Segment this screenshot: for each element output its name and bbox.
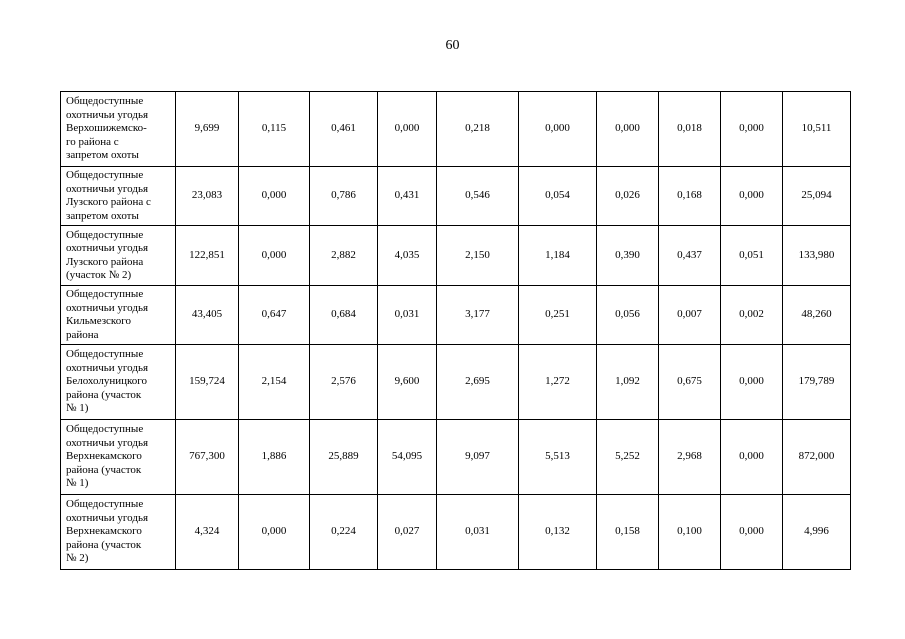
table-cell: 2,882: [310, 226, 378, 286]
data-table: [60, 91, 851, 570]
table-row: [61, 495, 851, 570]
table-cell: 0,031: [378, 286, 437, 345]
row-label-line: Белохолуницкого: [66, 375, 148, 388]
table-row: [61, 226, 851, 286]
table-cell: 1,184: [519, 226, 597, 286]
row-label-line: Общедоступные: [66, 228, 144, 241]
table-cell: 9,097: [437, 420, 519, 495]
table-cell: 25,889: [310, 420, 378, 495]
row-label: [61, 286, 176, 345]
table-cell: 0,168: [659, 167, 721, 226]
row-label-line: Общедоступные: [66, 498, 144, 511]
table-cell: 0,018: [659, 92, 721, 167]
table-cell: 1,272: [519, 345, 597, 420]
row-label: [61, 495, 176, 570]
table-cell: 0,684: [310, 286, 378, 345]
table-cell: 0,000: [721, 92, 783, 167]
table-cell: 54,095: [378, 420, 437, 495]
table-cell: 0,000: [597, 92, 659, 167]
table-cell: 179,789: [783, 345, 851, 420]
row-label-line: запретом охоты: [66, 149, 139, 162]
page-number: 60: [445, 38, 460, 53]
row-label-line: Верхошижемско-: [66, 122, 147, 135]
row-label: [61, 167, 176, 226]
table-cell: 0,251: [519, 286, 597, 345]
table-cell: 2,576: [310, 345, 378, 420]
row-label-line: района (участок: [66, 538, 142, 551]
table-cell: 0,000: [239, 167, 310, 226]
row-label-line: № 1): [66, 477, 89, 490]
table-cell: 4,996: [783, 495, 851, 570]
table-cell: 0,218: [437, 92, 519, 167]
table-cell: 0,027: [378, 495, 437, 570]
row-label: [61, 345, 176, 420]
table-row: [61, 286, 851, 345]
row-label-line: района (участок: [66, 388, 142, 401]
table-cell: 133,980: [783, 226, 851, 286]
table-cell: 0,158: [597, 495, 659, 570]
row-label-line: охотничьи угодья: [66, 242, 149, 254]
table-cell: 0,000: [239, 495, 310, 570]
table-cell: 3,177: [437, 286, 519, 345]
table-cell: 0,115: [239, 92, 310, 167]
table-cell: 0,000: [721, 420, 783, 495]
row-label-line: запретом охоты: [66, 209, 139, 222]
table-cell: 0,647: [239, 286, 310, 345]
table-cell: 0,786: [310, 167, 378, 226]
table-cell: 0,000: [519, 92, 597, 167]
table-cell: 4,324: [176, 495, 239, 570]
table-cell: 0,461: [310, 92, 378, 167]
table-cell: 25,094: [783, 167, 851, 226]
row-label-line: охотничьи угодья: [66, 361, 149, 374]
table-cell: 0,000: [378, 92, 437, 167]
table-cell: 0,431: [378, 167, 437, 226]
table-cell: 0,002: [721, 286, 783, 345]
row-label-line: № 2): [66, 552, 89, 565]
table-cell: 0,000: [239, 226, 310, 286]
table-cell: 9,600: [378, 345, 437, 420]
table-cell: 5,252: [597, 420, 659, 495]
row-label-line: го района с: [66, 135, 119, 148]
row-label: [61, 92, 176, 167]
row-label-line: Общедоступные: [66, 95, 144, 108]
table-row: [61, 167, 851, 226]
table-cell: 2,150: [437, 226, 519, 286]
table-cell: 23,083: [176, 167, 239, 226]
table-cell: 2,695: [437, 345, 519, 420]
row-label-line: района (участок: [66, 463, 142, 476]
row-label-line: охотничьи угодья: [66, 182, 149, 195]
table-cell: 767,300: [176, 420, 239, 495]
table-cell: 0,031: [437, 495, 519, 570]
table-cell: 0,000: [721, 345, 783, 420]
table-cell: 0,390: [597, 226, 659, 286]
table-cell: 9,699: [176, 92, 239, 167]
row-label: [61, 226, 176, 286]
row-label-line: охотничьи угодья: [66, 511, 149, 524]
row-label-line: Общедоступные: [66, 288, 144, 300]
row-label-line: Лузского района: [66, 255, 144, 268]
table-cell: 5,513: [519, 420, 597, 495]
table-cell: 0,026: [597, 167, 659, 226]
table-cell: 48,260: [783, 286, 851, 345]
table-cell: 0,056: [597, 286, 659, 345]
row-label-line: Лузского района с: [66, 196, 151, 208]
table-cell: 0,224: [310, 495, 378, 570]
table-cell: 122,851: [176, 226, 239, 286]
row-label-line: охотничьи угодья: [66, 301, 149, 314]
table-cell: 4,035: [378, 226, 437, 286]
table-cell: 0,051: [721, 226, 783, 286]
table-cell: 2,968: [659, 420, 721, 495]
table-row: [61, 345, 851, 420]
table-cell: 1,092: [597, 345, 659, 420]
table-cell: 0,000: [721, 495, 783, 570]
row-label-line: Кильмезского: [66, 315, 131, 327]
row-label-line: (участок № 2): [66, 269, 132, 281]
table-cell: 0,132: [519, 495, 597, 570]
row-label-line: Верхнекамского: [66, 450, 142, 463]
row-label: [61, 420, 176, 495]
table-cell: 0,437: [659, 226, 721, 286]
table-cell: 0,000: [721, 167, 783, 226]
row-label-line: Общедоступные: [66, 169, 144, 181]
table-row: [61, 420, 851, 495]
table-cell: 1,886: [239, 420, 310, 495]
table-cell: 0,054: [519, 167, 597, 226]
row-label-line: охотничьи угодья: [66, 108, 149, 121]
table-row: [61, 92, 851, 167]
table-cell: 0,675: [659, 345, 721, 420]
row-label-line: охотничьи угодья: [66, 436, 149, 449]
row-label-line: Верхнекамского: [66, 525, 142, 538]
table-cell: 2,154: [239, 345, 310, 420]
table-cell: 872,000: [783, 420, 851, 495]
table-cell: 10,511: [783, 92, 851, 167]
row-label-line: Общедоступные: [66, 348, 144, 361]
table-cell: 0,007: [659, 286, 721, 345]
row-label-line: района: [66, 328, 99, 341]
table-cell: 0,546: [437, 167, 519, 226]
table-cell: 159,724: [176, 345, 239, 420]
row-label-line: Общедоступные: [66, 423, 144, 436]
table-cell: 43,405: [176, 286, 239, 345]
row-label-line: № 1): [66, 402, 89, 415]
table-cell: 0,100: [659, 495, 721, 570]
